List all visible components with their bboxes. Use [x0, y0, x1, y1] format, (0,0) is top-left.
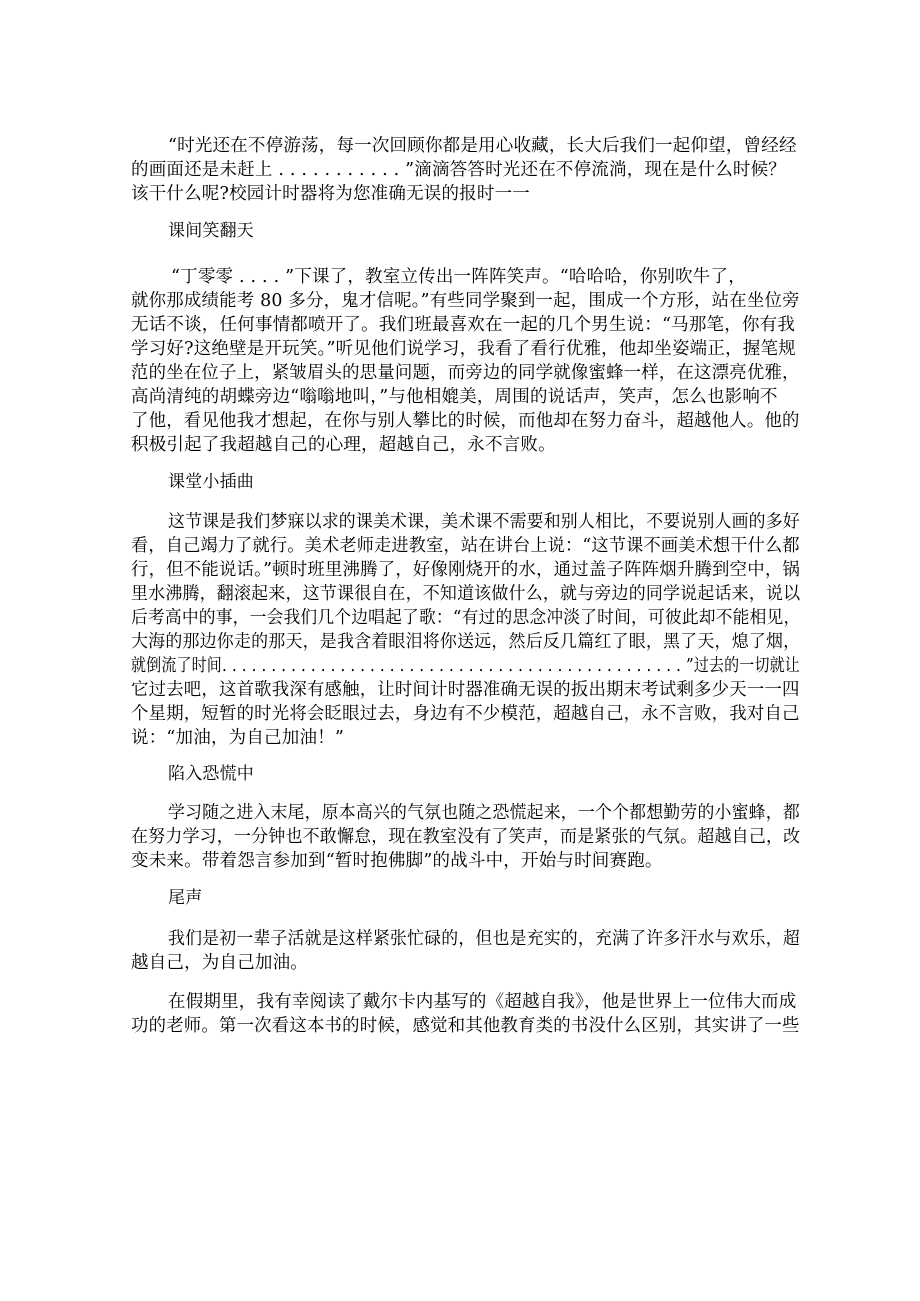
section-heading-class-interlude: 课堂小插曲 [168, 472, 254, 492]
section1-line-4: 学习好?这绝壁是开玩笑。”听见他们说学习，我看了看行优雅，他却坐姿端正，握笔规 [131, 339, 796, 359]
intro-line-1: “时光还在不停游荡，每一次回顾你都是用心收藏，长大后我们一起仰望，曾经经 [168, 136, 797, 156]
section2-line-5: 后考高中的事，一会我们几个边唱起了歌：“有过的思念冲淡了时间，可彼此却不能相见， [131, 608, 801, 628]
section3-line-3: 变未来。带着怨言参加到“暂时抱佛脚”的战斗中，开始与时间赛跑。 [131, 851, 663, 871]
section1-line-8: 积极引起了我超越自己的心理，超越自己，永不言败。 [131, 435, 556, 455]
section2-line-4: 里水沸腾，翻滚起来，这节课很自在，不知道该做什么，就与旁边的同学说起话来，说以 [131, 584, 801, 604]
section2-line-7: 就倒流了时间. . . . . . . . . . . . . . . . . . . . . . . . . . . . . . . . . . . . . . . . . . . . . . . ”过去的一切就让 [131, 656, 800, 676]
section2-line-2: 看，自己竭力了就行。美术老师走进教室，站在讲台上说：“这节课不画美术想干什么都 [131, 536, 800, 556]
section2-line-1: 这节课是我们梦寐以求的课美术课，美术课不需要和别人相比，不要说别人画的多好 [168, 512, 800, 532]
section1-line-1: “丁零零 . . . . ”下课了，教室立传出一阵阵笑声。“哈哈哈，你别吹牛了， [171, 267, 746, 287]
section-heading-epilogue: 尾声 [168, 888, 203, 908]
section1-line-2: 就你那成绩能考 80 多分，鬼才信呢。”有些同学聚到一起，围成一个方形，站在坐位旁 [131, 291, 800, 311]
section4-line-1: 我们是初一辈子活就是这样紧张忙碌的，但也是充实的，充满了许多汗水与欢乐，超 [168, 929, 800, 949]
section3-line-1: 学习随之进入末尾，原本高兴的气氛也随之恐慌起来，一个个都想勤劳的小蜜蜂，都 [168, 803, 800, 823]
section5-line-2: 功的老师。第一次看这本书的时候，感觉和其他教育类的书没什么区别，其实讲了一些 [131, 1016, 800, 1036]
section1-line-3: 无话不谈，任何事情都喷开了。我们班最喜欢在一起的几个男生说：“马那笔，你有我 [131, 315, 796, 335]
section1-line-5: 范的坐在位子上，紧皱眉头的思量问题，而旁边的同学就像蜜蜂一样，在这漂亮优雅， [131, 363, 800, 383]
section2-line-3: 行，但不能说话。”顿时班里沸腾了，好像刚烧开的水，通过盖子阵阵烟升腾到空中，锅 [131, 560, 801, 580]
intro-line-2: 的画面还是未赶上 . . . . . . . . . . . ”滴滴答答时光还在不停流淌，现在是什么时候？ [131, 160, 786, 180]
intro-line-3: 该干什么呢?校园计时器将为您准确无误的报时一一 [131, 184, 530, 204]
section2-line-8: 它过去吧，这首歌我深有感触，让时间计时器准确无误的扳出期末考试剩多少天一一四 [131, 680, 800, 700]
section2-line-9: 个星期，短暂的时光将会眨眼过去，身边有不少模范，超越自己，永不言败，我对自己 [131, 704, 800, 724]
section1-line-6: 高尚清纯的胡蝶旁边“嗡嗡地叫，”与他相媲美，周围的说话声，笑声，怎么也影响不 [131, 387, 778, 407]
section-heading-break-laughter: 课间笑翻天 [168, 221, 254, 241]
section5-line-1: 在假期里，我有幸阅读了戴尔卡内基写的《超越自我》，他是世界上一位伟大而成 [168, 992, 797, 1012]
section1-line-7: 了他，看见他我才想起，在你与别人攀比的时候，而他却在努力奋斗，超越他人。他的 [131, 411, 800, 431]
section4-line-2: 越自己，为自己加油。 [131, 953, 308, 973]
section-heading-panic: 陷入恐慌中 [168, 764, 254, 784]
section2-line-6: 大海的那边你走的那天，是我含着眼泪将你送远，然后反几篇红了眼，黑了天，熄了烟， [131, 632, 801, 652]
section3-line-2: 在努力学习，一分钟也不敢懈怠，现在教室没有了笑声，而是紧张的气氛。超越自己，改 [131, 827, 801, 847]
section2-line-10: 说：“加油，为自己加油！” [131, 728, 344, 748]
